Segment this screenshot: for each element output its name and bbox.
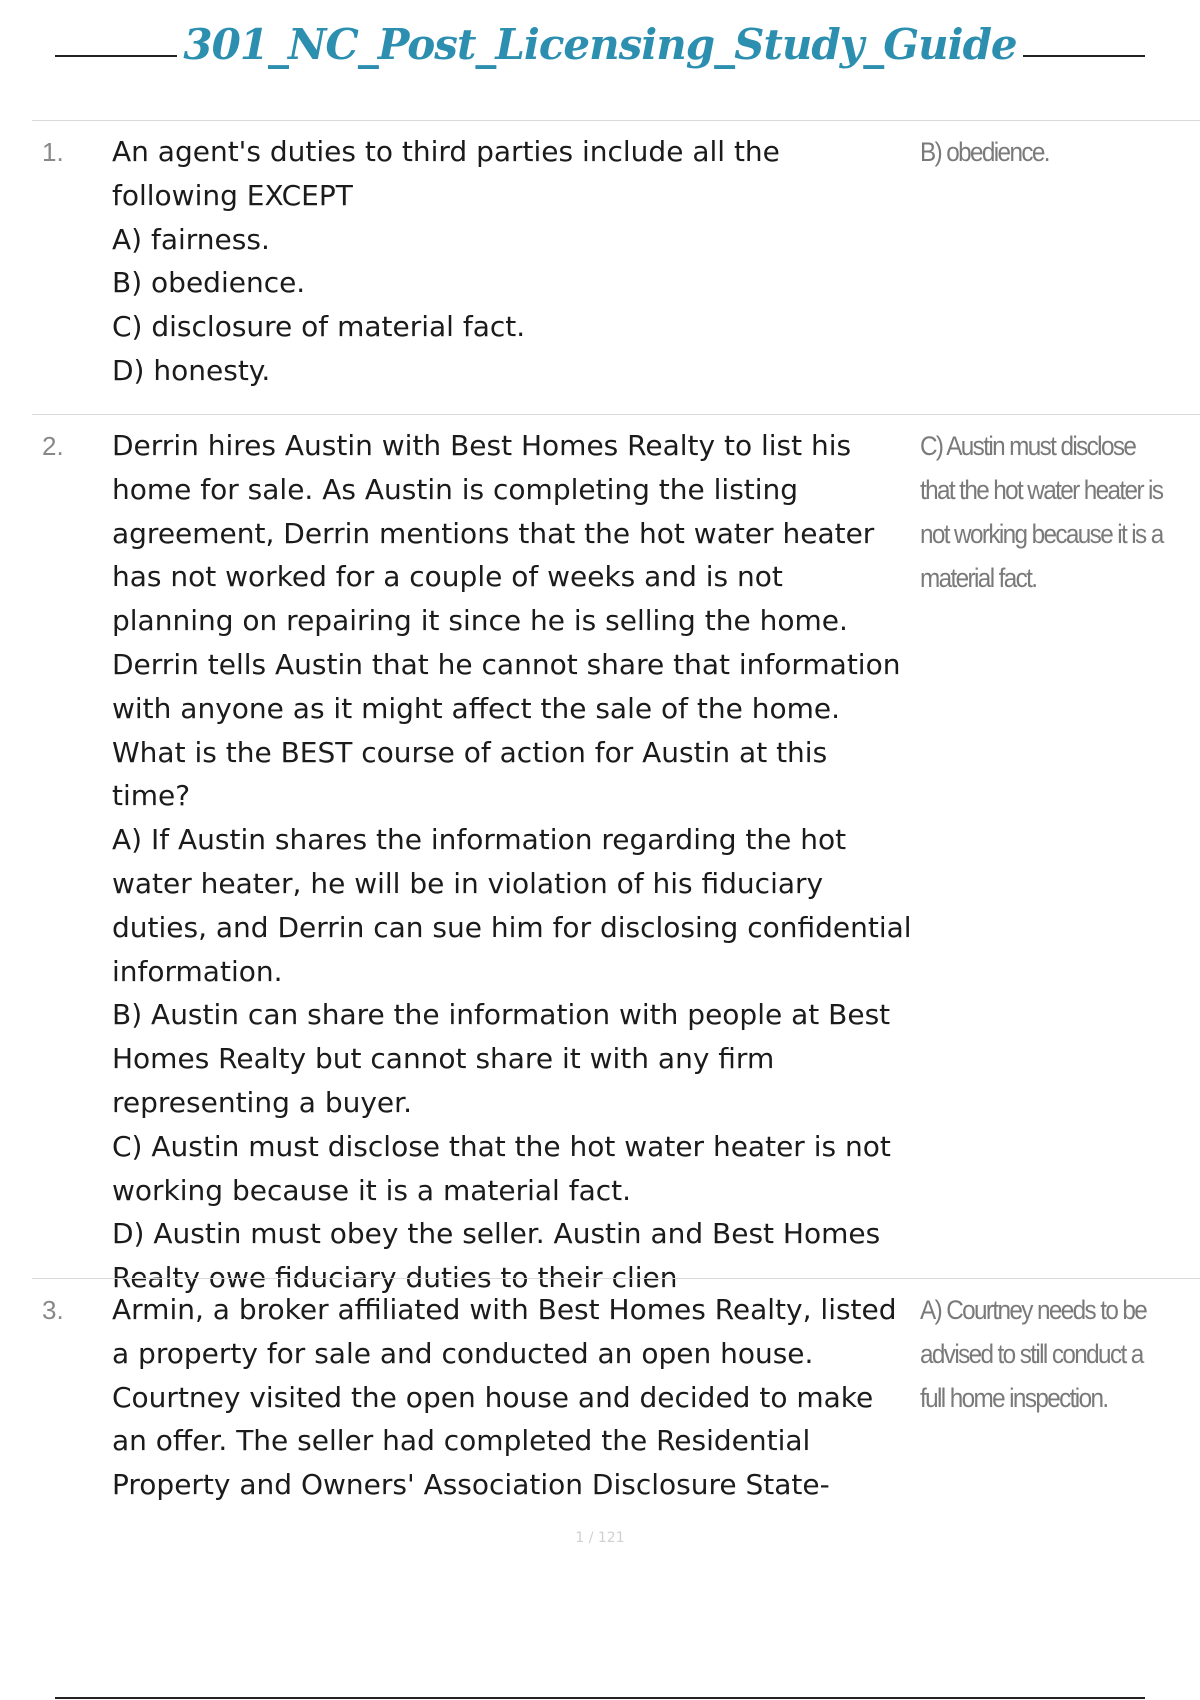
question-number: 3.: [42, 1295, 64, 1325]
option-c: C) Austin must disclose that the hot water heater is not working because it is a material fact.: [112, 1129, 891, 1207]
divider: [32, 120, 1200, 121]
option-d: D) Austin must obey the seller. Austin and Best Homes Realty owe fiduciary duties to their clien: [112, 1217, 881, 1295]
footer-rule: [55, 1697, 1145, 1699]
answer-2: C) Austin must disclose that the hot water heater is not working because it is a material fact.: [920, 431, 1163, 593]
divider: [32, 414, 1200, 415]
page-indicator: 1 / 121: [575, 1530, 625, 1546]
option-c: C) disclosure of material fact.: [112, 310, 526, 344]
question-2: [112, 424, 912, 1300]
question-stem: Derrin hires Austin with Best Homes Realty to list his home for sale. As Austin is completing the listing agreement, Derrin mentions that the hot water heater has not worked for a couple of weeks and is not planning on repairing it since he is selling the home. Derrin tells Austin that he cannot share that information with anyone as it might affect the sale of the home. What is the BEST course of action for Austin at this time?: [112, 429, 901, 813]
answer-1: B) obedience.: [920, 137, 1049, 167]
question-stem: Armin, a broker affiliated with Best Homes Realty, listed a property for sale and conducted an open house. Courtney visited the open house and decided to make an offer. The seller had completed the Residential Property and Owners' Association Disclosure State-: [112, 1293, 897, 1502]
divider: [32, 1278, 1200, 1279]
option-a: A) fairness.: [112, 222, 270, 256]
option-d: D) honesty.: [112, 353, 271, 387]
question-stem: An agent's duties to third parties include all the following EXCEPT: [112, 135, 780, 212]
option-b: B) Austin can share the information with people at Best Homes Realty but cannot share it with any firm representing a buyer.: [112, 998, 891, 1119]
question-3: [112, 1288, 912, 1507]
question-1: [112, 130, 912, 393]
answer-3: A) Courtney needs to be advised to still conduct a full home inspection.: [920, 1295, 1147, 1413]
option-a: A) If Austin shares the information regarding the hot water heater, he will be in violation of his fiduciary duties, and Derrin can sue him for disclosing confidential information.: [112, 823, 912, 988]
document-title: 301_NC_Post_Licensing_Study_Guide: [0, 20, 1200, 69]
option-b: B) obedience.: [112, 266, 306, 300]
question-number: 2.: [42, 431, 64, 461]
question-number: 1.: [42, 137, 64, 167]
